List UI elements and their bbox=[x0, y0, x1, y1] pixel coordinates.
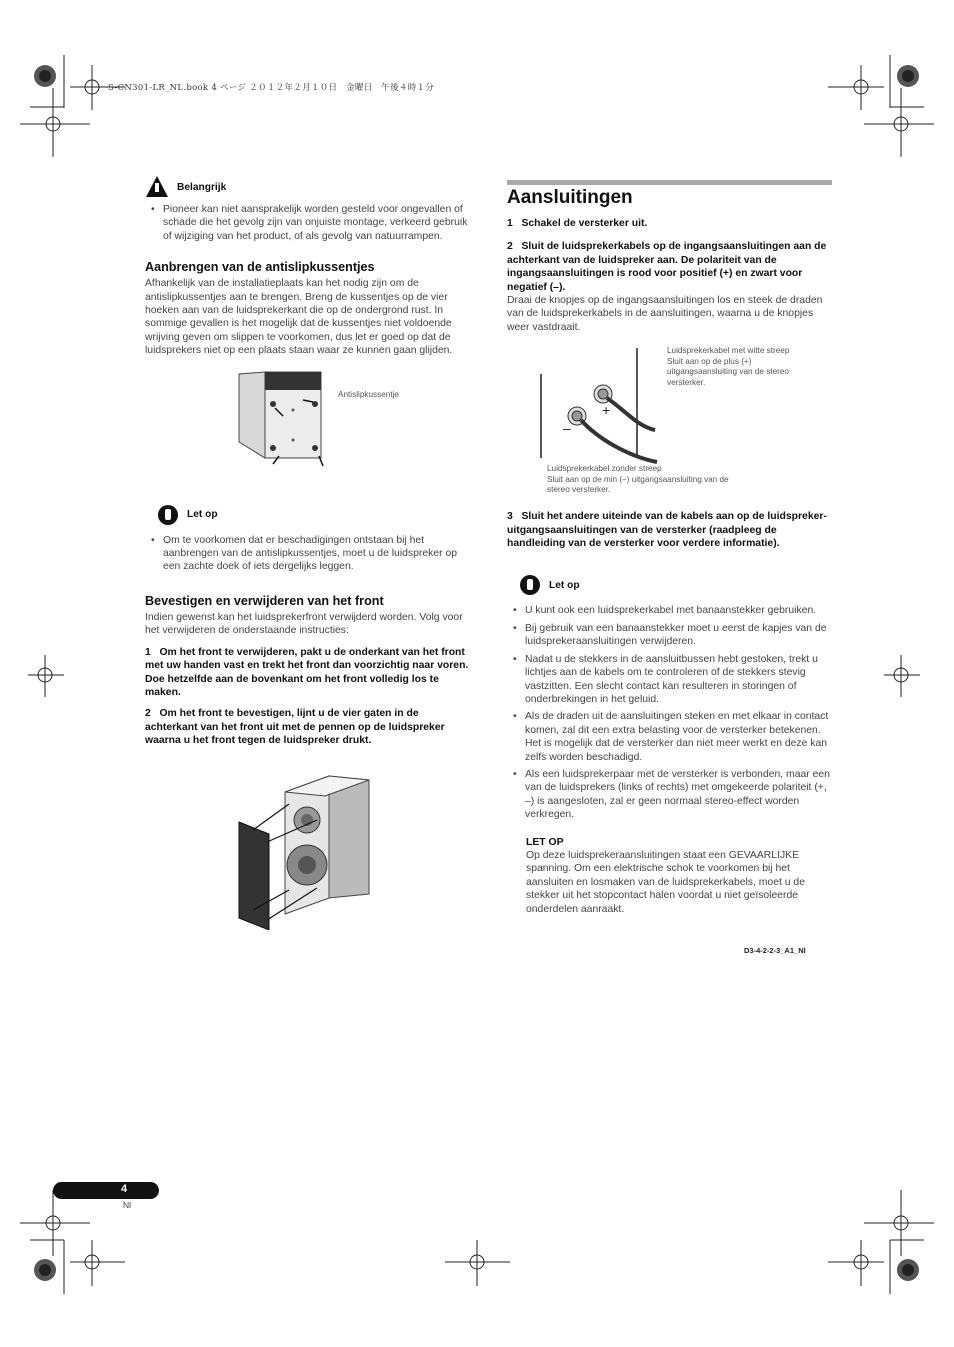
page-title: Aansluitingen bbox=[507, 187, 633, 208]
left-column bbox=[145, 175, 470, 930]
caution-hand-icon bbox=[157, 504, 179, 526]
list-item: • Nadat u de stekkers in de aansluitbussen hebt gestoken, trekt u lichtjes aan de kabels om te controleren of de stekkers stevig vastzitten. Een slecht contact kan resulteren in storingen of onderbrekingen in het geluid. bbox=[507, 653, 832, 707]
list-item: • U kunt ook een luidsprekerkabel met banaanstekker gebruiken. bbox=[507, 604, 832, 617]
caution-label: Let op bbox=[549, 579, 580, 591]
front-step-2: 2 Om het front te bevestigen, lijnt u de vier gaten in de achterkant van het front uit met de pennen op de luidspreker waarna u het front tegen de luidspreker drukt. bbox=[145, 708, 445, 747]
connect-step-2-body: Draai de knopjes op de ingangsaansluitingen los en steek de draden van de luidsprekerkabels in de aansluitingen, waarna u de knopjes weer vastdraait. bbox=[507, 295, 823, 333]
list-item: • Bij gebruik van een banaanstekker moet u eerst de kapjes van de luidsprekeraansluitingen verwijderen. bbox=[507, 622, 832, 649]
warning-hand-icon bbox=[145, 175, 169, 199]
caution-list bbox=[145, 534, 470, 574]
warning-body: Op deze luidsprekeraansluitingen staat een GEVAARLIJKE spanning. Om een elektrische schok te voorkomen bij het aansluiten en losmaken van de luidsprekerkabels, moet u de stekker uit het stopcontact halen voordat u niet geïsoleerde onderdelen aanraakt. bbox=[526, 849, 805, 915]
top-cable-caption: Luidsprekerkabel met witte streep Sluit aan op de plus (+) uitgangsaansluiting van de stereo versterker. bbox=[667, 346, 790, 388]
connect-step-1: 1 Schakel de versterker uit. bbox=[507, 218, 648, 229]
terminal-figure bbox=[507, 346, 832, 502]
connect-step-3: 3 Sluit het andere uiteinde van de kabels aan op de luidspreker-uitgangsaansluitingen van de versterker (raadpleeg de handleiding van de versterker voor verdere informatie). bbox=[507, 511, 827, 550]
caution-list-2 bbox=[507, 604, 832, 821]
warning-block bbox=[526, 836, 811, 916]
antislip-caption: Antislipkussentje bbox=[338, 389, 399, 399]
language-code: Nl bbox=[123, 1200, 132, 1210]
caution-note-2 bbox=[519, 574, 832, 596]
antislip-figure bbox=[145, 370, 470, 478]
book-header: S-CN301-LR_NL.book 4 ページ ２０１２年２月１０日 金曜日 午後４時１分 bbox=[108, 83, 435, 93]
important-label: Belangrijk bbox=[177, 181, 227, 193]
important-list bbox=[145, 203, 470, 243]
page-number: 4 bbox=[121, 1183, 128, 1195]
list-item: • Als een luidsprekerpaar met de versterker is verbonden, maar een van de luidsprekers (links of rechts) met omgekeerde polariteit (+, –) is aangesloten, zal er geen normaal stereo-effect worden verkregen. bbox=[507, 768, 832, 822]
right-column bbox=[507, 180, 832, 916]
connect-step-2: 2 Sluit de luidsprekerkabels op de ingangsaansluitingen aan de achterkant van de luidspreker aan. De polariteit van de ingangsaansluitingen is rood voor positief (+) en zwart voor negatief (–). bbox=[507, 241, 827, 293]
list-item: • Pioneer kan niet aansprakelijk worden gesteld voor ongevallen of schade die het gevolg zijn van onjuiste montage, verkeerd gebruik of wijziging van het product, of als gevolg van natuurrampen. bbox=[145, 203, 470, 243]
caution-label: Let op bbox=[187, 509, 218, 521]
important-note bbox=[145, 175, 470, 199]
list-item: • Als de draden uit de aansluitingen steken en met elkaar in contact komen, zal dit een extra belasting voor de versterker betekenen. Het is mogelijk dat de versterker dan niet meer werkt en deze kan zelfs worden beschadigd. bbox=[507, 710, 832, 764]
front-step-1: 1 Om het front te verwijderen, pakt u de onderkant van het front met uw handen vast en trekt het front dan voorzichtig naar voren. Doe hetzelfde aan de bovenkant om het front volledig los te maken. bbox=[145, 646, 469, 698]
antislip-heading: Aanbrengen van de antislipkussentjes bbox=[145, 260, 375, 275]
antislip-body: Afhankelijk van de installatieplaats kan het nodig zijn om de antislipkussentjes aan te brengen. Breng de kussentjes op de vier hoeken aan van de luidsprekerkant die op de ondergrond rust. In sommige gevallen is het mogelijk dat de kussentjes niet voldoende wrijving geven om slippen te voorkomen, dus let er goed op dat de luidsprekers niet op een plaats staan waar ze kunnen gaan glijden. bbox=[145, 278, 453, 357]
caution-note bbox=[157, 504, 470, 526]
document-code: D3-4-2-2-3_A1_Nl bbox=[744, 946, 806, 955]
front-heading: Bevestigen en verwijderen van het front bbox=[145, 593, 384, 608]
front-body: Indien gewenst kan het luidsprekerfront verwijderd worden. Volg voor het verwijderen de onderstaande instructies: bbox=[145, 611, 463, 637]
section-rule bbox=[507, 180, 832, 185]
speaker-bottom-illustration bbox=[235, 370, 335, 475]
caution-hand-icon bbox=[519, 574, 541, 596]
plus-label: + bbox=[602, 402, 611, 419]
bottom-cable-caption: Luidsprekerkabel zonder streep Sluit aan op de min (–) uitgangsaansluiting van de stereo versterker. bbox=[547, 464, 729, 495]
speaker-front-illustration bbox=[237, 770, 387, 930]
list-item: • Om te voorkomen dat er beschadigingen ontstaan bij het aanbrengen van de antislipkussentjes, moet u de luidspreker op een zachte doek of iets dergelijks leggen. bbox=[145, 534, 470, 574]
warning-title: LET OP bbox=[526, 836, 564, 848]
minus-label: – bbox=[563, 420, 571, 437]
page-number-bar bbox=[53, 1182, 159, 1199]
